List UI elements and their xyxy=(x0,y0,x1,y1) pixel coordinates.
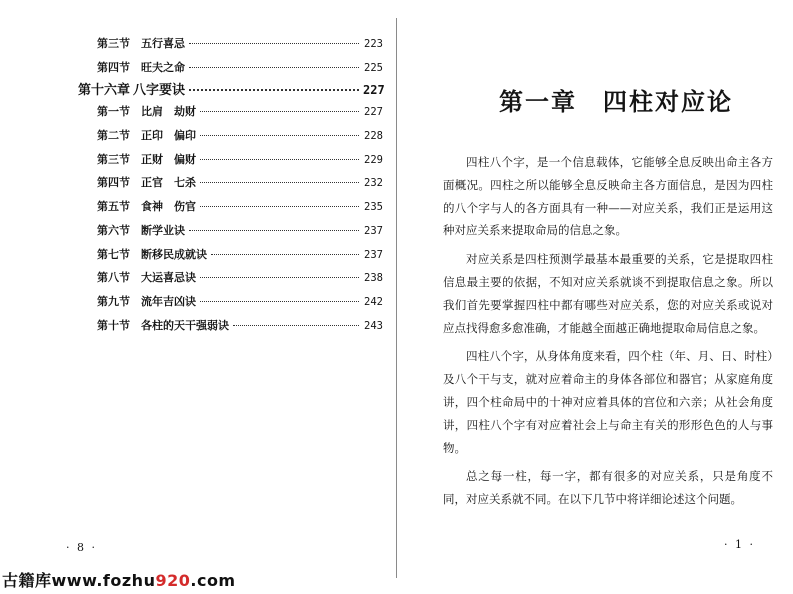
toc-title: 正官 七杀 xyxy=(141,176,196,190)
watermark-url-suffix: .com xyxy=(190,571,236,590)
toc-section-number: 第九节 xyxy=(97,294,130,308)
chapter-name: 四柱对应论 xyxy=(603,87,733,116)
toc-page-number: 243 xyxy=(364,319,383,332)
toc-leader-dots xyxy=(189,230,359,231)
toc-page-number: 225 xyxy=(364,61,383,74)
paragraph: 四柱八个字，是一个信息载体，它能够全息反映出命主各方面概况。四柱之所以能够全息反映命主各方面信息，是因为四柱的八个字与人的各方面具有一种——对应关系，我们正是运用这种对应关系来提取命局的信息之象。 xyxy=(443,155,773,238)
toc-leader-dots xyxy=(233,325,359,326)
toc-section-number: 第四节 xyxy=(97,176,130,190)
toc-title: 断学业诀 xyxy=(141,223,185,237)
toc-title: 各柱的天干强弱诀 xyxy=(141,318,229,332)
chapter-title xyxy=(499,82,733,117)
toc-section-row xyxy=(78,62,383,74)
toc-section-row xyxy=(78,249,383,261)
toc-section-row xyxy=(78,130,383,142)
toc-section-number: 第十节 xyxy=(97,318,130,332)
toc-title: 食神 伤官 xyxy=(141,200,196,214)
toc-section-row xyxy=(78,38,383,50)
table-of-contents xyxy=(78,38,383,343)
toc-leader-dots xyxy=(189,89,359,91)
toc-section-number: 第五节 xyxy=(97,200,130,214)
toc-title: 五行喜忌 xyxy=(141,37,185,50)
chapter-body xyxy=(443,151,773,517)
toc-leader-dots xyxy=(211,254,359,255)
toc-section-number: 第八节 xyxy=(97,271,130,285)
toc-page-number: 227 xyxy=(364,106,383,119)
toc-title: 流年吉凶诀 xyxy=(141,294,196,308)
toc-page-number: 232 xyxy=(364,177,383,190)
toc-section-number: 第十六章 xyxy=(78,83,131,99)
paragraph: 四柱八个字，从身体角度来看，四个柱（年、月、日、时柱）及八个干与支，就对应着命主的身体各部位和器官；从家庭角度讲，四个柱命局中的十神对应着具体的宫位和六亲；从社会角度讲，四柱八个字有对应着社会上与命主有关的形形色色的人与事物。 xyxy=(443,349,773,455)
toc-page-number: 237 xyxy=(364,248,383,261)
toc-section-number: 第六节 xyxy=(97,223,130,237)
toc-page-number: 235 xyxy=(364,201,383,214)
toc-section-number: 第三节 xyxy=(97,152,130,166)
toc-page-number: 223 xyxy=(364,38,383,50)
toc-section-number: 第七节 xyxy=(97,247,130,261)
toc-title: 正财 偏财 xyxy=(141,152,196,166)
toc-leader-dots xyxy=(189,67,359,68)
toc-leader-dots xyxy=(200,301,359,302)
watermark-url-prefix: www.fozhu xyxy=(51,571,156,590)
toc-chapter-row xyxy=(78,83,385,99)
toc-section-number: 第三节 xyxy=(97,37,130,50)
toc-section-row xyxy=(78,320,383,332)
toc-title: 比肩 劫财 xyxy=(141,105,196,119)
watermark-url-number: 920 xyxy=(155,571,191,590)
toc-page-number: 229 xyxy=(364,153,383,166)
paragraph: 总之每一柱，每一字，都有很多的对应关系，只是角度不同，对应关系就不同。在以下几节中将详细论述这个问题。 xyxy=(443,469,773,507)
toc-page-number: 237 xyxy=(364,224,383,237)
toc-leader-dots xyxy=(200,159,359,160)
right-page-number: · 1 · xyxy=(724,538,755,551)
toc-page-number: 227 xyxy=(363,83,385,98)
toc-section-row xyxy=(78,296,383,308)
toc-section-number: 第一节 xyxy=(97,105,130,119)
toc-leader-dots xyxy=(200,111,359,112)
toc-title: 大运喜忌诀 xyxy=(141,271,196,285)
watermark-site-name: 古籍库 xyxy=(2,571,52,590)
toc-page-number: 242 xyxy=(364,295,383,308)
toc-leader-dots xyxy=(200,206,359,207)
right-page xyxy=(397,0,793,594)
site-watermark xyxy=(2,568,236,591)
toc-leader-dots xyxy=(200,277,359,278)
toc-section-number: 第四节 xyxy=(97,60,130,74)
toc-section-row xyxy=(78,201,383,213)
toc-page-number: 238 xyxy=(364,272,383,285)
toc-title: 八字要诀 xyxy=(133,83,186,99)
toc-section-row xyxy=(78,177,383,189)
left-page-number: · 8 · xyxy=(66,541,97,554)
toc-section-row xyxy=(78,154,383,166)
toc-title: 断移民成就诀 xyxy=(141,247,207,261)
toc-title: 正印 偏印 xyxy=(141,129,196,143)
paragraph: 对应关系是四柱预测学最基本最重要的关系，它是提取四柱信息最主要的依据，不知对应关系就谈不到提取信息之象。所以我们首先要掌握四柱中都有哪些对应关系，您的对应关系或说对应点找得愈多愈准确，才能越全面越正确地提取命局信息之象。 xyxy=(443,252,773,335)
toc-section-row xyxy=(78,106,383,118)
toc-leader-dots xyxy=(200,135,359,136)
toc-title: 旺夫之命 xyxy=(141,60,185,74)
toc-leader-dots xyxy=(189,43,359,44)
toc-section-row xyxy=(78,272,383,284)
toc-section-row xyxy=(78,225,383,237)
toc-section-number: 第二节 xyxy=(97,129,130,143)
chapter-number: 第一章 xyxy=(499,87,577,116)
toc-leader-dots xyxy=(200,182,359,183)
toc-page-number: 228 xyxy=(364,130,383,143)
